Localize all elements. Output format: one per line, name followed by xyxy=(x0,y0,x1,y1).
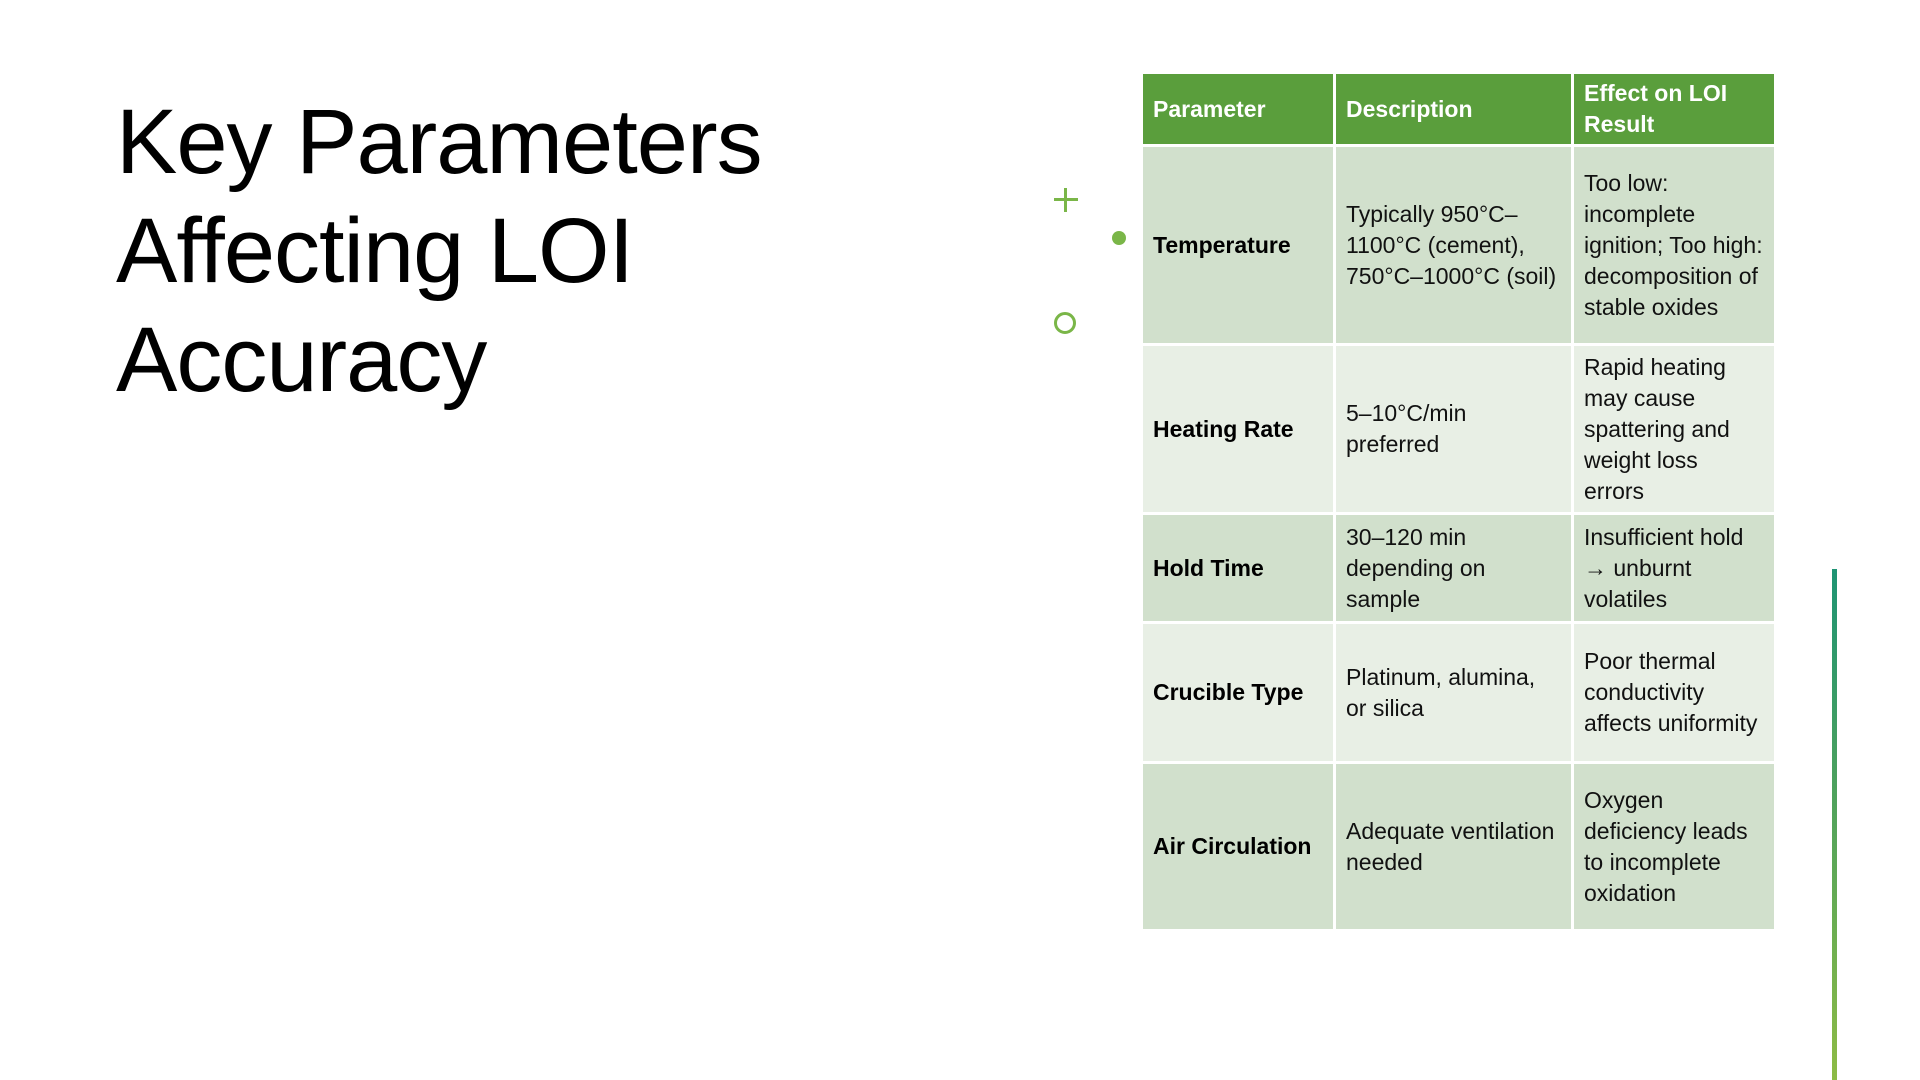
parameters-table xyxy=(1140,71,1777,932)
cell-effect: Poor thermal conductivity affects uniformity xyxy=(1573,623,1776,763)
cell-parameter: Hold Time xyxy=(1142,514,1335,623)
cell-effect: Oxygen deficiency leads to incomplete oxidation xyxy=(1573,763,1776,931)
title-line: Affecting LOI xyxy=(116,200,634,302)
dot-icon xyxy=(1112,231,1126,245)
table-row xyxy=(1142,623,1776,763)
column-header-description: Description xyxy=(1335,73,1573,146)
cell-description: Adequate ventilation needed xyxy=(1335,763,1573,931)
accent-line xyxy=(1832,569,1837,1080)
column-header-effect: Effect on LOI Result xyxy=(1573,73,1776,146)
table-row xyxy=(1142,345,1776,514)
slide-title xyxy=(116,88,896,415)
table-row xyxy=(1142,763,1776,931)
cell-description: Platinum, alumina, or silica xyxy=(1335,623,1573,763)
table-row xyxy=(1142,146,1776,345)
cell-description: 5–10°C/min preferred xyxy=(1335,345,1573,514)
cell-parameter: Temperature xyxy=(1142,146,1335,345)
cell-parameter: Heating Rate xyxy=(1142,345,1335,514)
ring-icon xyxy=(1054,312,1076,334)
cell-description: 30–120 min depending on sample xyxy=(1335,514,1573,623)
cell-effect: Insufficient hold → unburnt volatiles xyxy=(1573,514,1776,623)
cell-description: Typically 950°C–1100°C (cement), 750°C–1000°C (soil) xyxy=(1335,146,1573,345)
title-line: Key Parameters xyxy=(116,91,762,193)
column-header-parameter: Parameter xyxy=(1142,73,1335,146)
plus-icon xyxy=(1054,188,1078,212)
cell-effect: Rapid heating may cause spattering and weight loss errors xyxy=(1573,345,1776,514)
title-line: Accuracy xyxy=(116,309,487,411)
table-row xyxy=(1142,514,1776,623)
cell-parameter: Crucible Type xyxy=(1142,623,1335,763)
cell-effect: Too low: incomplete ignition; Too high: decomposition of stable oxides xyxy=(1573,146,1776,345)
cell-parameter: Air Circulation xyxy=(1142,763,1335,931)
table-header-row xyxy=(1142,73,1776,146)
